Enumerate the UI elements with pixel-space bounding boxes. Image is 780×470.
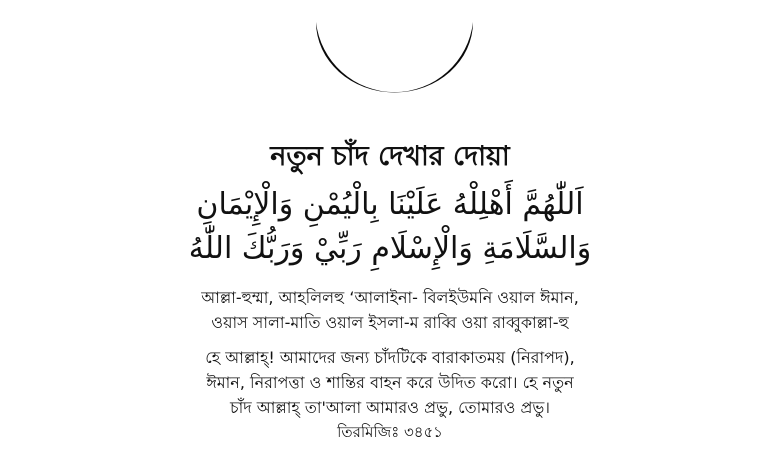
transliteration [0,285,780,335]
page-title: নতুন চাঁদ দেখার দোয়া [270,141,510,172]
meaning-line-2: ঈমান, নিরাপত্তা ও শান্তির বাহন করে উদিত করো। হে নতুন [206,373,574,392]
transliteration-line-2: ওয়াস সালা-মাতি ওয়াল ইসলা-ম রাব্বি ওয়া রাব্বুকাল্লা-হু [211,313,569,332]
meaning [0,345,780,420]
transliteration-line-1: আল্লা-হুম্মা, আহলিলহু ‘আলাইনা- বিলইউমনি ওয়াল ঈমান, [201,288,579,307]
meaning-line-1: হে আল্লাহ্! আমাদের জন্য চাঁদটিকে বারাকাতময় (নিরাপদ), [205,348,575,367]
arabic-line-1: اَللّٰهُمَّ أَهْلِلْهُ عَلَيْنَا بِالْيُمْنِ وَالْإِيْمَانِ [196,187,584,222]
arabic-line-2: وَالسَّلَامَةِ وَالْإِسْلَامِ رَبِّيْ وَرَبُّكَ اللّٰهُ [188,231,592,266]
source-reference: তিরমিজিঃ ৩৪৫১ [337,423,443,441]
meaning-line-3: চাঁদ আল্লাহ্ তা'আলা আমারও প্রভু, তোমারও প্রভু। [229,398,551,417]
crescent-moon-icon [312,0,477,102]
